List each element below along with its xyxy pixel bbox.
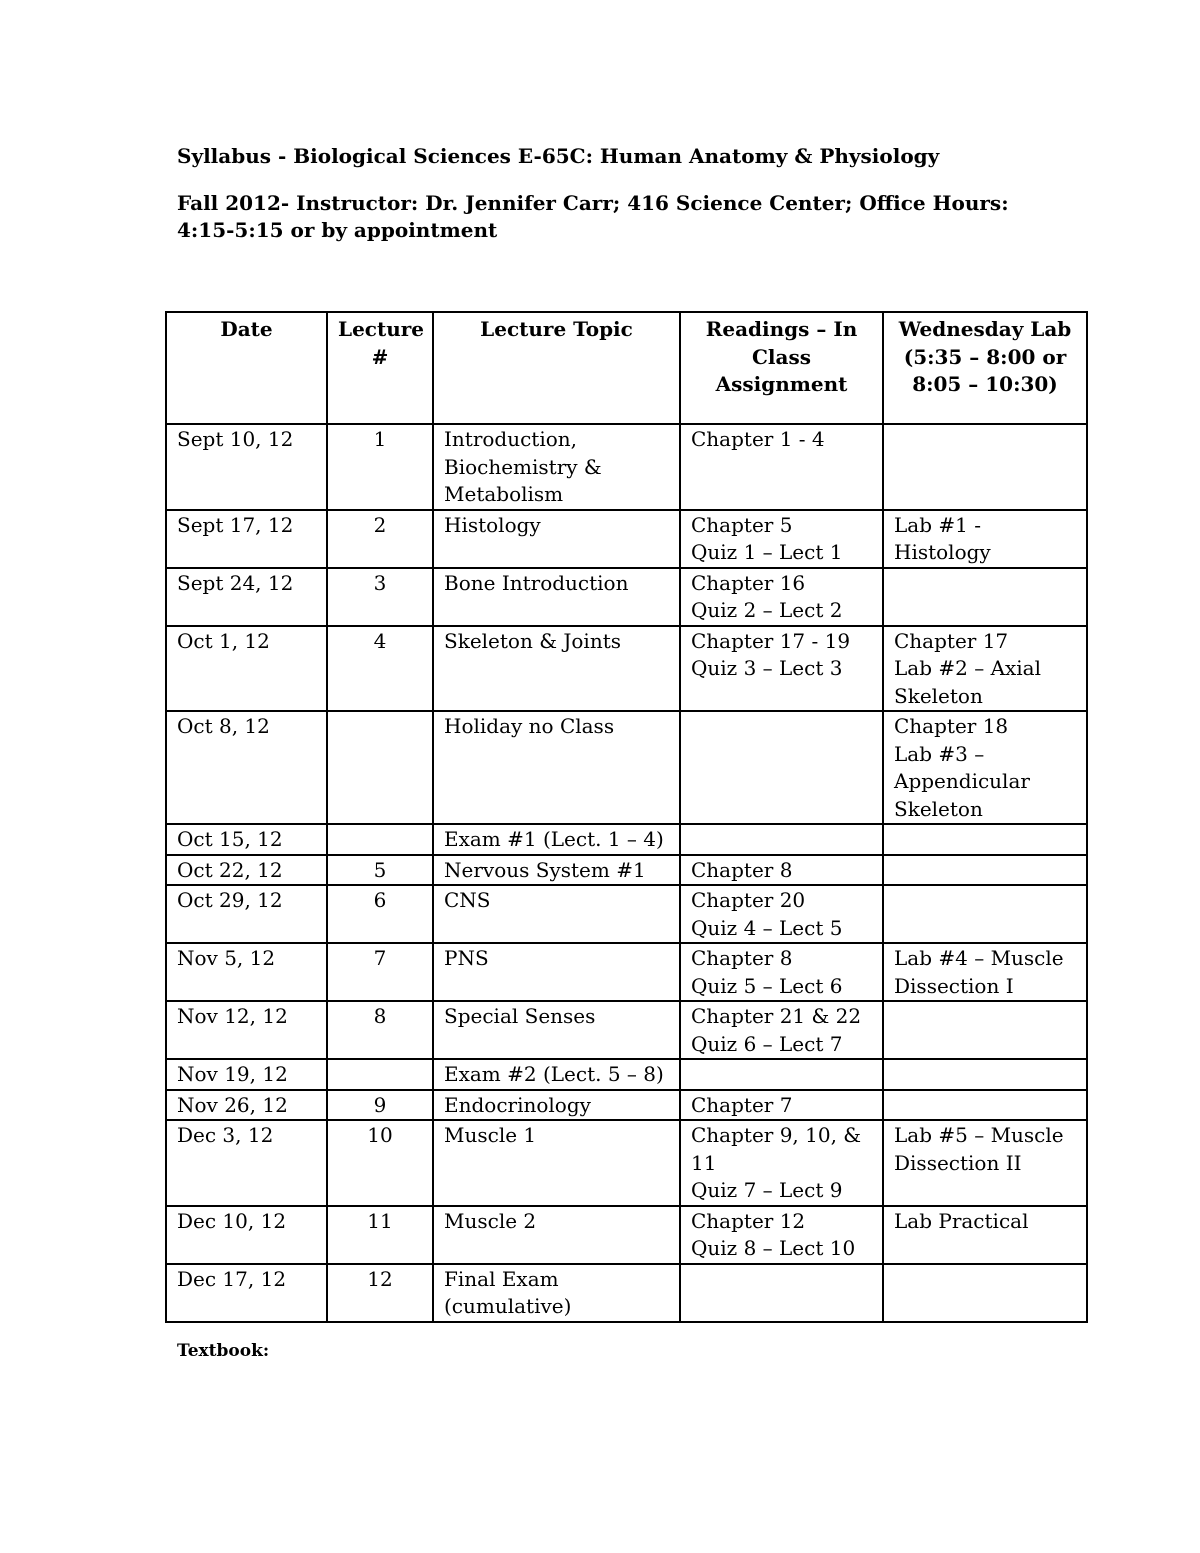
readings-cell-line: Quiz 1 – Lect 1: [691, 540, 843, 564]
lab-cell-line: Lab #1 - Histology: [894, 512, 991, 564]
readings-cell: [680, 1001, 883, 1059]
topic-cell: [433, 943, 680, 1001]
table-row: [166, 1206, 1087, 1264]
date-cell: Sept 24, 12: [166, 568, 327, 626]
lecture-number-cell: 1: [327, 424, 433, 510]
topic-cell-line: Introduction, Biochemistry & Metabolism: [444, 427, 602, 506]
table-row: [166, 1120, 1087, 1206]
date-cell: Oct 1, 12: [166, 626, 327, 712]
date-cell: Oct 29, 12: [166, 885, 327, 943]
table-row: [166, 1001, 1087, 1059]
readings-cell-line: Quiz 6 – Lect 7: [691, 1031, 843, 1056]
topic-cell-line: Holiday no Class: [444, 714, 615, 738]
table-row: [166, 855, 1087, 886]
date-cell: Sept 17, 12: [166, 510, 327, 568]
date-cell: Oct 8, 12: [166, 711, 327, 824]
lab-cell: [883, 1206, 1087, 1264]
topic-cell: [433, 1120, 680, 1206]
readings-cell: [680, 1059, 883, 1090]
page-title: Syllabus - Biological Sciences E-65C: Human Anatomy & Physiology: [177, 144, 940, 168]
lab-cell: [883, 1001, 1087, 1059]
topic-cell: [433, 568, 680, 626]
course-info: Fall 2012- Instructor: Dr. Jennifer Carr; 416 Science Center; Office Hours: 4:15-5:15 or by appointment: [177, 191, 1009, 242]
lab-cell-line: Lab #3 – Appendicular Skeleton: [894, 741, 1030, 821]
topic-cell: [433, 1206, 680, 1264]
date-cell: Nov 19, 12: [166, 1059, 327, 1090]
topic-cell-line: Muscle 2: [444, 1208, 537, 1233]
date-cell: Nov 5, 12: [166, 943, 327, 1001]
lab-cell: [883, 1090, 1087, 1121]
lecture-number-cell: 12: [327, 1264, 433, 1322]
topic-cell: [433, 1264, 680, 1322]
date-cell: Sept 10, 12: [166, 424, 327, 510]
readings-cell-line: Chapter 17 - 19: [691, 628, 851, 653]
readings-cell-line: Chapter 16: [691, 570, 806, 595]
table-row: [166, 424, 1087, 510]
readings-cell-line: Chapter 20: [691, 888, 806, 912]
readings-cell: [680, 626, 883, 712]
lecture-number-cell: 5: [327, 855, 433, 886]
date-cell: Dec 17, 12: [166, 1264, 327, 1322]
lab-cell-line: Chapter 17: [894, 628, 1009, 653]
lecture-number-cell: 2: [327, 510, 433, 568]
schedule-body: [166, 424, 1087, 1322]
lab-cell: [883, 626, 1087, 712]
lecture-number-cell: [327, 711, 433, 824]
topic-cell-line: Final Exam (cumulative): [444, 1266, 572, 1318]
lab-cell: [883, 568, 1087, 626]
table-row: [166, 626, 1087, 712]
header-wednesday-lab: Wednesday Lab (5:35 – 8:00 or 8:05 – 10:30): [883, 312, 1087, 424]
lab-cell: [883, 824, 1087, 855]
topic-cell-line: Bone Introduction: [444, 570, 629, 595]
topic-cell: [433, 824, 680, 855]
readings-cell: [680, 510, 883, 568]
table-row: [166, 885, 1087, 943]
readings-cell-line: Quiz 7 – Lect 9: [691, 1178, 843, 1202]
lab-cell: [883, 1264, 1087, 1322]
readings-cell-line: Chapter 8: [691, 857, 793, 882]
topic-cell-line: Nervous System #1: [444, 857, 646, 882]
readings-cell-line: Chapter 7: [691, 1092, 793, 1117]
lab-cell: [883, 1059, 1087, 1090]
textbook-label: Textbook:: [177, 1341, 270, 1361]
lab-cell: [883, 885, 1087, 943]
lab-cell-line: Lab Practical: [894, 1208, 1029, 1233]
readings-cell-line: Quiz 2 – Lect 2: [691, 598, 843, 622]
topic-cell-line: Exam #2 (Lect. 5 – 8): [444, 1062, 664, 1086]
readings-cell-line: Chapter 21 & 22: [691, 1004, 862, 1028]
readings-cell-line: Quiz 5 – Lect 6: [691, 973, 843, 998]
lecture-number-cell: [327, 824, 433, 855]
lab-cell-line: Lab #2 – Axial Skeleton: [894, 656, 1042, 708]
date-cell: Oct 15, 12: [166, 824, 327, 855]
table-row: [166, 943, 1087, 1001]
readings-cell: [680, 424, 883, 510]
topic-cell-line: Endocrinology: [444, 1092, 591, 1117]
readings-cell-line: Quiz 3 – Lect 3: [691, 656, 843, 680]
lab-cell: [883, 711, 1087, 824]
header-lecture-number: Lecture #: [327, 312, 433, 424]
table-header-row: [166, 312, 1087, 424]
date-cell: Oct 22, 12: [166, 855, 327, 886]
readings-cell-line: Quiz 8 – Lect 10: [691, 1236, 856, 1260]
table-row: [166, 1090, 1087, 1121]
topic-cell: [433, 1090, 680, 1121]
readings-cell: [680, 824, 883, 855]
topic-cell: [433, 510, 680, 568]
readings-cell-line: Quiz 4 – Lect 5: [691, 915, 843, 940]
topic-cell: [433, 1059, 680, 1090]
table-row: [166, 824, 1087, 855]
lab-cell-line: Lab #5 – Muscle Dissection II: [894, 1123, 1064, 1175]
topic-cell-line: PNS: [444, 946, 489, 970]
readings-cell: [680, 1264, 883, 1322]
lab-cell: [883, 1120, 1087, 1206]
lecture-number-cell: [327, 1059, 433, 1090]
topic-cell-line: Skeleton & Joints: [444, 628, 622, 653]
lecture-number-cell: 9: [327, 1090, 433, 1121]
lecture-number-cell: 6: [327, 885, 433, 943]
topic-cell-line: Special Senses: [444, 1004, 596, 1028]
date-cell: Nov 26, 12: [166, 1090, 327, 1121]
readings-cell: [680, 1120, 883, 1206]
lecture-number-cell: 3: [327, 568, 433, 626]
topic-cell: [433, 885, 680, 943]
readings-cell: [680, 711, 883, 824]
topic-cell: [433, 855, 680, 886]
topic-cell: [433, 1001, 680, 1059]
topic-cell-line: Exam #1 (Lect. 1 – 4): [444, 827, 664, 851]
table-row: [166, 711, 1087, 824]
lecture-number-cell: 4: [327, 626, 433, 712]
readings-cell: [680, 943, 883, 1001]
readings-cell: [680, 855, 883, 886]
readings-cell-line: Chapter 12: [691, 1208, 806, 1233]
header-lecture-topic: Lecture Topic: [433, 312, 680, 424]
readings-cell: [680, 1090, 883, 1121]
date-cell: Dec 3, 12: [166, 1120, 327, 1206]
table-row: [166, 1059, 1087, 1090]
lecture-number-cell: 8: [327, 1001, 433, 1059]
table-row: [166, 1264, 1087, 1322]
topic-cell-line: Histology: [444, 512, 541, 537]
lab-cell: [883, 855, 1087, 886]
topic-cell-line: Muscle 1: [444, 1123, 537, 1147]
readings-cell: [680, 568, 883, 626]
lab-cell: [883, 424, 1087, 510]
readings-cell-line: Chapter 1 - 4: [691, 427, 825, 451]
date-cell: Nov 12, 12: [166, 1001, 327, 1059]
date-cell: Dec 10, 12: [166, 1206, 327, 1264]
header-readings: Readings – In Class Assignment: [680, 312, 883, 424]
topic-cell: [433, 424, 680, 510]
readings-cell-line: Chapter 8: [691, 946, 793, 970]
table-row: [166, 568, 1087, 626]
readings-cell-line: Chapter 9, 10, & 11: [691, 1123, 862, 1175]
lab-cell: [883, 943, 1087, 1001]
readings-cell: [680, 1206, 883, 1264]
topic-cell-line: CNS: [444, 888, 491, 912]
topic-cell: [433, 626, 680, 712]
lecture-number-cell: 7: [327, 943, 433, 1001]
lecture-number-cell: 11: [327, 1206, 433, 1264]
lecture-number-cell: 10: [327, 1120, 433, 1206]
table-row: [166, 510, 1087, 568]
topic-cell: [433, 711, 680, 824]
lab-cell: [883, 510, 1087, 568]
lab-cell-line: Chapter 18: [894, 714, 1009, 738]
header-date: Date: [166, 312, 327, 424]
readings-cell: [680, 885, 883, 943]
readings-cell-line: Chapter 5: [691, 512, 793, 537]
schedule-table: [165, 311, 1088, 1323]
lab-cell-line: Lab #4 – Muscle Dissection I: [894, 946, 1064, 998]
